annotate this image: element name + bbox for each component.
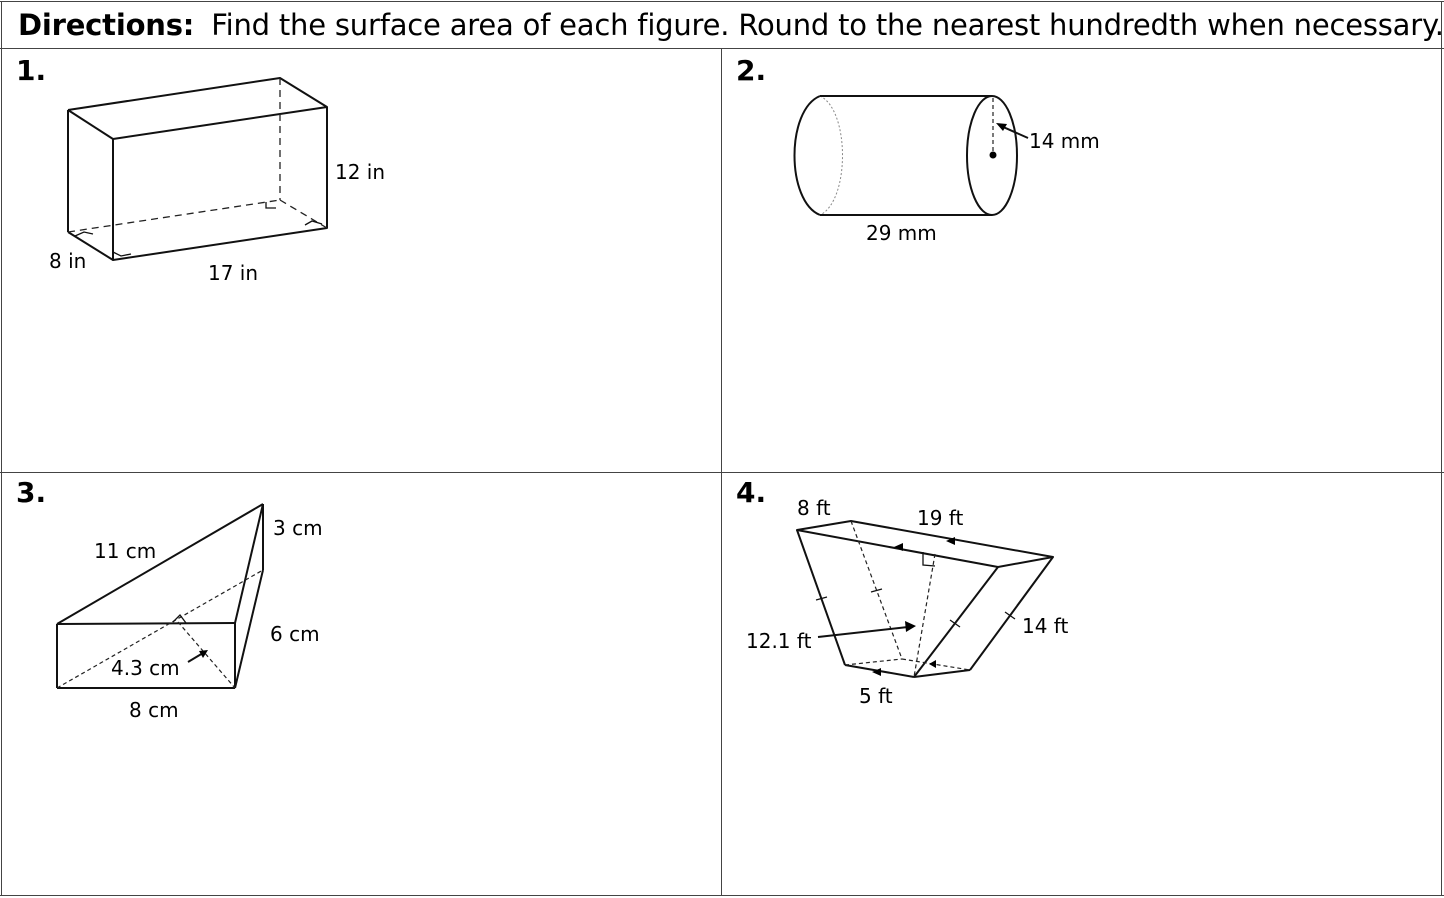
radius-label: 14 mm bbox=[1029, 129, 1100, 153]
right-angle-mark bbox=[305, 221, 322, 225]
prism-hidden-back-edge bbox=[68, 200, 280, 232]
right-angle-mark bbox=[266, 202, 276, 208]
parallel-arrow-mark bbox=[894, 543, 903, 551]
prism-hidden-bottom-edge bbox=[845, 659, 902, 665]
problem-1-number: 1. bbox=[16, 54, 47, 87]
bottom-label: 5 ft bbox=[859, 684, 893, 708]
right-angle-mark bbox=[173, 615, 186, 623]
side-label: 14 ft bbox=[1022, 614, 1069, 638]
top-long-label: 19 ft bbox=[917, 506, 964, 530]
directions-label: Directions: bbox=[18, 8, 195, 42]
top-short-label: 8 ft bbox=[797, 496, 831, 520]
problem-4-number: 4. bbox=[736, 476, 767, 509]
right-angle-mark bbox=[75, 232, 93, 236]
triangular-prism-figure bbox=[57, 504, 323, 722]
problem-3-number: 3. bbox=[16, 476, 47, 509]
altitude-label: 4.3 cm bbox=[111, 656, 180, 680]
prism-back-leg-edge bbox=[235, 570, 263, 688]
short-leg-label: 3 cm bbox=[273, 516, 323, 540]
width-label: 8 in bbox=[49, 249, 87, 273]
prism-hypotenuse-edge bbox=[57, 504, 263, 624]
rectangular-prism-figure bbox=[49, 78, 385, 285]
prism-short-leg-edge bbox=[235, 504, 263, 623]
cylinder-figure bbox=[795, 96, 1100, 245]
prism-front-face bbox=[113, 107, 327, 260]
problem-2-number: 2. bbox=[736, 54, 767, 87]
congruence-tick bbox=[1005, 612, 1015, 619]
length-label: 17 in bbox=[208, 261, 259, 285]
base-label: 8 cm bbox=[129, 698, 179, 722]
cylinder-left-end-front bbox=[795, 96, 821, 215]
prism-bottom-right-edge bbox=[914, 670, 970, 677]
arrowhead bbox=[905, 621, 916, 632]
prism-slant-height bbox=[914, 554, 935, 677]
prism-front-right-edge bbox=[914, 567, 998, 677]
prism-top-left-edge bbox=[68, 110, 113, 139]
depth-label: 6 cm bbox=[270, 622, 320, 646]
cylinder-left-end-back bbox=[820, 96, 843, 215]
cylinder-center-point bbox=[990, 152, 997, 159]
right-angle-mark bbox=[113, 252, 131, 256]
prism-hidden-altitude bbox=[178, 622, 235, 688]
prism-top-edges bbox=[68, 78, 327, 110]
directions-text: Find the surface area of each figure. Round to the nearest hundredth when necessary. bbox=[211, 8, 1444, 42]
slant-height-label: 12.1 ft bbox=[746, 629, 812, 653]
congruence-tick bbox=[950, 620, 960, 627]
trapezoidal-prism-figure bbox=[746, 496, 1068, 708]
prism-top-front-edge bbox=[57, 623, 235, 624]
length-label: 29 mm bbox=[866, 221, 937, 245]
altitude-pointer-arrow bbox=[188, 653, 203, 662]
height-label: 12 in bbox=[335, 160, 386, 184]
parallel-arrow-mark bbox=[929, 660, 936, 668]
hypotenuse-label: 11 cm bbox=[94, 539, 157, 563]
